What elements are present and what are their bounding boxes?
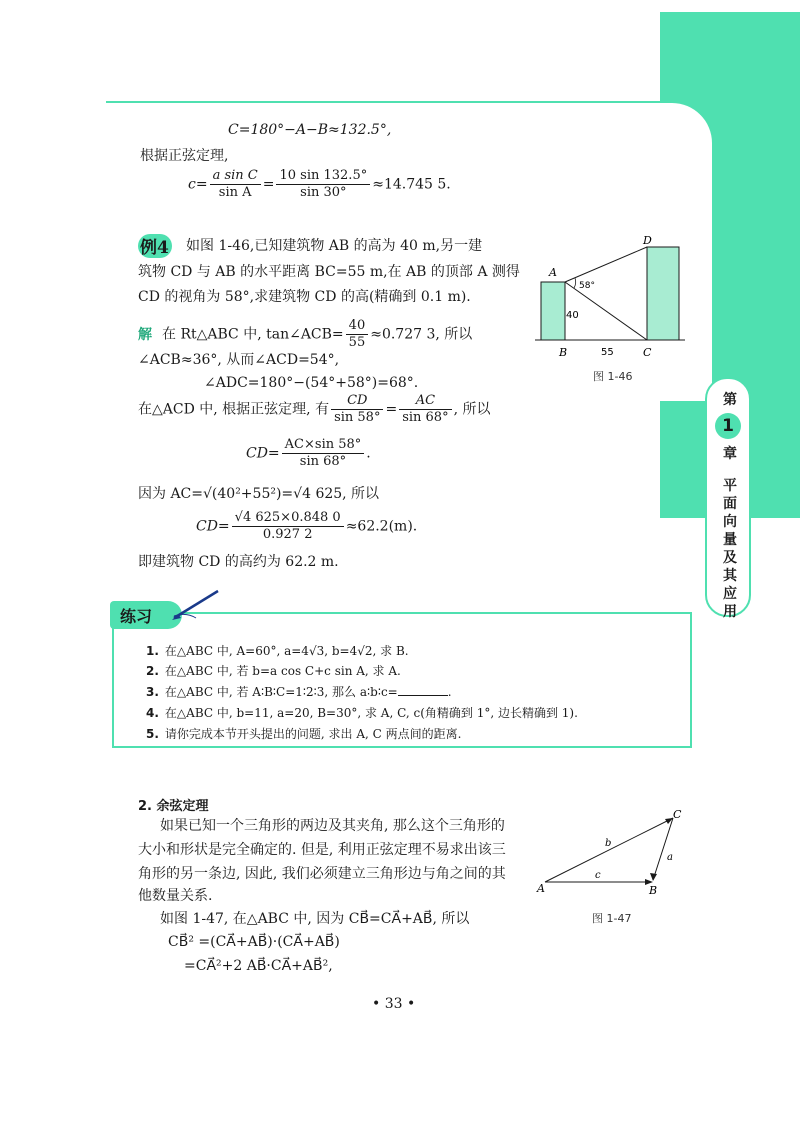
vector-a <box>653 818 673 880</box>
solution-text: . <box>366 445 371 462</box>
label-c-point: C <box>673 808 682 821</box>
fraction-denominator: sin 68° <box>299 454 347 469</box>
arrowhead-icon <box>650 873 657 881</box>
label-b-point: B <box>649 884 658 897</box>
fraction-denominator: 0.927 2 <box>262 527 313 542</box>
derivation-line: C=180°−A−B≈132.5°, <box>228 122 392 138</box>
paragraph-line: 大小和形状是完全确定的. 但是, 利用正弦定理不易求出该三 <box>138 842 506 858</box>
solution-text: CD= <box>246 445 280 462</box>
solution-text: ≈62.2(m). <box>345 518 418 535</box>
fraction-numerator: a sin C <box>210 168 261 185</box>
chapter-title-char: 用 <box>723 604 737 620</box>
paragraph-line: 他数量关系. <box>138 888 213 904</box>
figure-caption: 图 1-47 <box>592 912 632 925</box>
label-b: B <box>559 346 568 359</box>
chapter-label-zhang: 章 <box>723 446 737 462</box>
line-ad <box>565 247 647 282</box>
exercise-item <box>146 683 452 701</box>
label-distance: 55 <box>601 347 614 358</box>
chapter-tab <box>705 377 751 620</box>
solution-text: ≈0.727 3, 所以 <box>370 326 473 343</box>
exercise-title: 练习 <box>120 607 153 626</box>
chapter-number: 1 <box>715 413 741 439</box>
chapter-title-char: 量 <box>723 532 737 548</box>
solution-line <box>138 318 472 351</box>
formula-line <box>188 168 451 201</box>
solution-line: 即建筑物 CD 的高约为 62.2 m. <box>138 554 339 570</box>
example-text: 如图 1-46,已知建筑物 AB 的高为 40 m,另一建 <box>186 238 483 254</box>
exercise-text: 在△ABC 中, A=60°, a=4√3, b=4√2, 求 B. <box>164 644 409 658</box>
chapter-title-char: 其 <box>723 568 737 584</box>
building-cd <box>647 247 679 340</box>
fraction-numerator: AC <box>399 393 451 410</box>
header-rule <box>106 101 706 103</box>
paragraph-line: 如图 1-47, 在△ABC 中, 因为 CB⃗=CA⃗+AB⃗, 所以 <box>160 911 470 927</box>
exercise-text: . <box>447 685 452 699</box>
figure-1-47 <box>533 808 693 898</box>
exercise-num: 1. <box>146 644 159 658</box>
fraction-denominator: sin 58° <box>334 410 381 425</box>
page-number: • 33 • <box>372 996 416 1012</box>
exercise-text: 在△ABC 中, 若 b=a cos C+c sin A, 求 A. <box>164 664 401 678</box>
label-side-b: b <box>605 838 612 849</box>
vector-equation: CB⃗² =(CA⃗+AB⃗)·(CA⃗+AB⃗) <box>168 934 340 950</box>
fraction-denominator: 55 <box>348 335 366 350</box>
fraction <box>210 168 261 201</box>
example-badge-label: 例4 <box>140 238 169 258</box>
fraction <box>346 318 369 351</box>
fraction-denominator: sin 68° <box>402 410 449 425</box>
solution-line: 因为 AC=√(40²+55²)=√4 625, 所以 <box>138 486 380 502</box>
vector-b <box>545 818 673 882</box>
solution-label: 解 <box>138 326 152 343</box>
label-a: A <box>549 266 557 279</box>
fraction-denominator: sin 30° <box>300 185 347 200</box>
fraction-numerator: 40 <box>346 318 369 335</box>
label-c: C <box>643 346 652 359</box>
exercise-item <box>146 704 578 722</box>
fraction-numerator: √4 625×0.848 0 <box>232 510 344 527</box>
exercise-num: 5. <box>146 727 159 741</box>
fraction <box>232 510 344 543</box>
solution-text: CD= <box>196 518 230 535</box>
example-text: 筑物 CD 与 AB 的水平距离 BC=55 m,在 AB 的顶部 A 测得 <box>138 264 520 280</box>
exercise-item <box>146 662 401 680</box>
derivation-line: 根据正弦定理, <box>140 148 229 164</box>
fraction <box>282 437 365 470</box>
label-side-a: a <box>667 852 673 863</box>
exercise-item <box>146 642 409 660</box>
paragraph-line: 如果已知一个三角形的两边及其夹角, 那么这个三角形的 <box>160 818 505 834</box>
paragraph-line: 角形的另一条边, 因此, 我们必须建立三角形边与角之间的其 <box>138 866 506 882</box>
angle-arc <box>574 278 576 288</box>
section-heading: 2. 余弦定理 <box>138 799 209 814</box>
solution-line <box>246 437 371 470</box>
exercise-text: 请你完成本节开头提出的问题, 求出 A, C 两点间的距离. <box>164 727 462 741</box>
label-d: D <box>643 234 652 247</box>
figure-caption: 图 1-46 <box>593 370 633 383</box>
chapter-title-char: 应 <box>723 586 737 602</box>
fraction-numerator: CD <box>331 393 383 410</box>
chapter-title-char: 向 <box>723 514 737 530</box>
fraction <box>276 168 370 201</box>
formula-text: ≈14.745 5. <box>372 176 451 193</box>
pencil-icon <box>168 588 224 624</box>
fraction-denominator: sin A <box>218 185 252 200</box>
example-text: CD 的视角为 58°,求建筑物 CD 的高(精确到 0.1 m). <box>138 289 471 305</box>
solution-text: 在△ACD 中, 根据正弦定理, 有 <box>138 401 330 418</box>
chapter-title-char: 面 <box>723 496 737 512</box>
solution-text: 在 Rt△ABC 中, tan∠ACB= <box>162 326 344 343</box>
solution-line <box>196 510 417 543</box>
vector-equation: =CA⃗²+2 AB⃗·CA⃗+AB⃗², <box>184 958 333 974</box>
fraction <box>399 393 451 426</box>
exercise-num: 3. <box>146 685 159 699</box>
exercise-text: 在△ABC 中, 若 A∶B∶C=1∶2∶3, 那么 a∶b∶c= <box>164 685 398 699</box>
solution-text: = <box>385 401 398 418</box>
label-a-point: A <box>537 882 545 895</box>
building-ab <box>541 282 565 340</box>
fraction <box>331 393 383 426</box>
fraction-numerator: 10 sin 132.5° <box>276 168 370 185</box>
fraction-numerator: AC×sin 58° <box>282 437 365 454</box>
label-side-c: c <box>595 870 601 881</box>
chapter-title-char: 平 <box>723 478 737 494</box>
label-angle: 58° <box>579 281 595 291</box>
solution-text: , 所以 <box>453 401 491 418</box>
solution-line: ∠ADC=180°−(54°+58°)=68°. <box>204 375 419 391</box>
solution-line <box>138 393 491 426</box>
label-height: 40 <box>566 310 579 321</box>
chapter-title-char: 及 <box>723 550 737 566</box>
exercise-text: 在△ABC 中, b=11, a=20, B=30°, 求 A, C, c(角精确到 1°, 边长精确到 1). <box>164 706 578 720</box>
chapter-label-top: 第 <box>723 392 737 408</box>
formula-text: c= <box>188 176 208 193</box>
exercise-num: 2. <box>146 664 159 678</box>
answer-blank[interactable] <box>398 683 448 696</box>
formula-text: = <box>262 176 275 193</box>
solution-line: ∠ACB≈36°, 从而∠ACD=54°, <box>138 352 340 368</box>
exercise-num: 4. <box>146 706 159 720</box>
exercise-item <box>146 725 461 743</box>
